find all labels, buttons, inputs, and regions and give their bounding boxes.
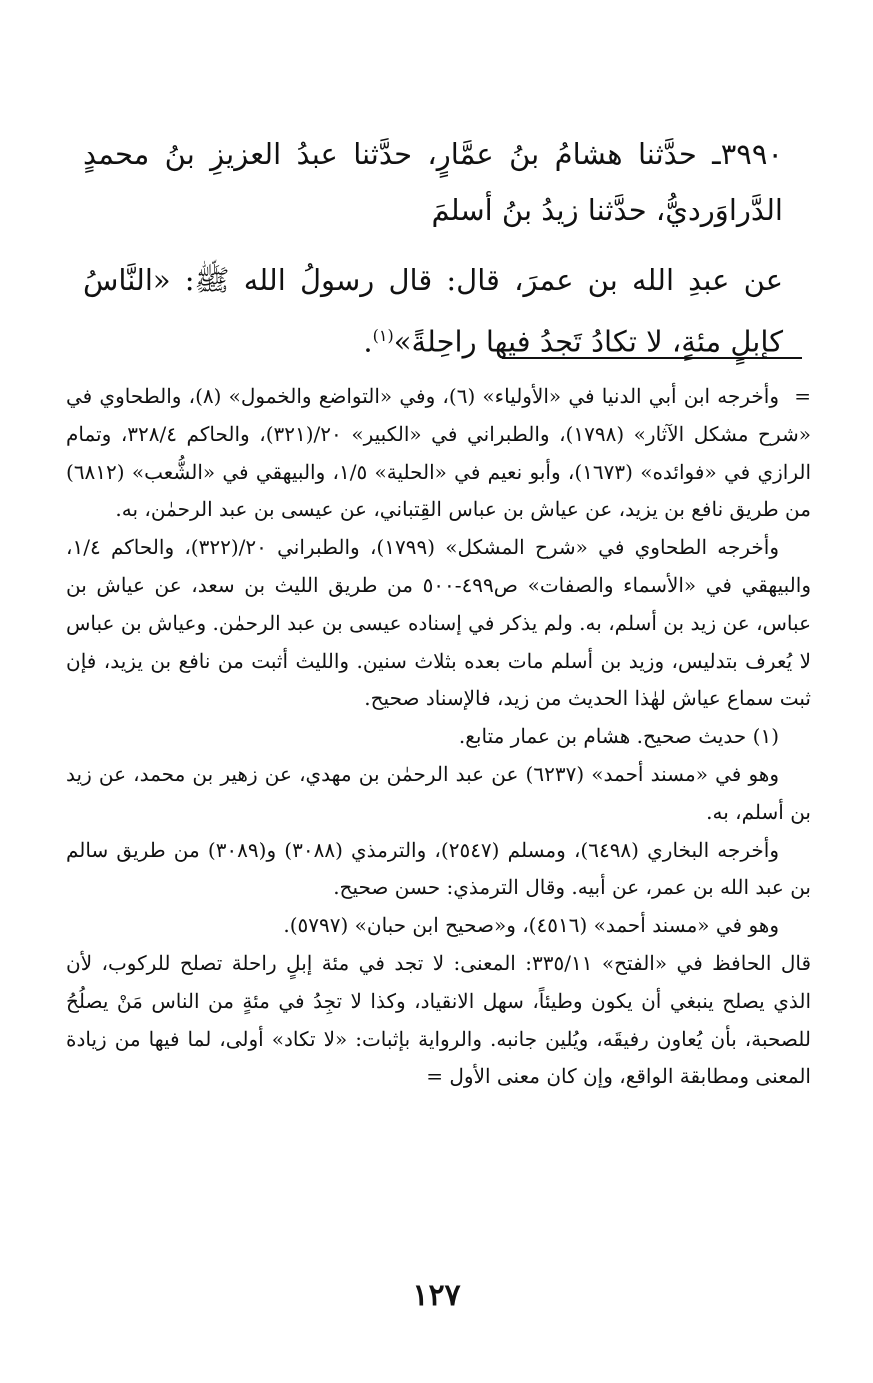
footnote-paragraph: وهو في «مسند أحمد» (٤٥١٦)، و«صحيح ابن حبان» (٥٧٩٧). [283, 913, 779, 938]
hadith-matn: عن عبدِ الله بن عمرَ، قال: قال رسولُ الله ﷺ: «النَّاسُ كإبلٍ مئةٍ، لا تكادُ تَجدُ فيها راحِلةً» [83, 263, 783, 359]
hadith-block [83, 126, 783, 370]
page-number: ١٢٧ [412, 1278, 461, 1313]
footnote-paragraph: وأخرجه الطحاوي في «شرح المشكل» (١٧٩٩)، والطبراني ٢٠/(٣٢٢)، والحاكم ١/٤، والبيهقي في «الأسماء والصفات» ص٤٩٩-٥٠٠ من طريق الليث بن سعد، عن عياش بن عباس، عن زيد بن أسلم، به. ولم يذكر في إسناده عيسى بن عبد الرحمٰن. وعياش بن عباس لا يُعرف بتدليس، وزيد بن أسلم مات بعده بثلاث سنين. والليث أثبت من نافع بن يزيد، فإن ثبت سماع عياش لهٰذا الحديث من زيد، فالإسناد صحيح. [66, 535, 811, 711]
footnote-reference: (١) [372, 326, 394, 345]
hadith-end-mark: . [363, 324, 373, 359]
footnote-paragraph: قال الحافظ في «الفتح» ٣٣٥/١١: المعنى: لا تجد في مئة إبلٍ راحلة تصلح للركوب، لأن الذي يصلح ينبغي أن يكون وطيئاً، سهل الانقياد، وكذا لا تجِدُ في مئةٍ من الناس مَنْ يصلُحُ للصحبة، بأن يُعاون رفيقَه، ويُلين جانبه. والرواية بإثبات: «لا تكاد» أولى، لما فيها من زيادة المعنى ومطابقة الواقع، وإن كان معنى الأول = [66, 950, 812, 1089]
footnote-paragraph: (١) حديث صحيح. هشام بن عمار متابع. [458, 724, 779, 749]
hadith-isnad: ٣٩٩٠ـ حدَّثنا هشامُ بنُ عمَّارٍ، حدَّثنا عبدُ العزيزِ بنُ محمدٍ الدَّراوَرديُّ، حدَّثنا زيدُ بنُ أسلمَ [83, 137, 783, 227]
footnote-continuation-mark: = [794, 384, 811, 408]
footnote-paragraph: وأخرجه البخاري (٦٤٩٨)، ومسلم (٢٥٤٧)، والترمذي (٣٠٨٨) و(٣٠٨٩) من طريق سالم بن عبد الله بن عمر، عن أبيه. وقال الترمذي: حسن صحيح. [66, 837, 811, 900]
footnote-paragraph: وهو في «مسند أحمد» (٦٢٣٧) عن عبد الرحمٰن بن مهدي، عن زهير بن محمد، عن زيد بن أسلم، به. [66, 761, 811, 824]
footnote-paragraph: وأخرجه ابن أبي الدنيا في «الأولياء» (٦)، وفي «التواضع والخمول» (٨)، والطحاوي في «شرح مشكل الآثار» (١٧٩٨)، والطبراني في «الكبير» ٢٠/(٣٢١)، والحاكم ٣٢٨/٤، وتمام الرازي في «فوائده» (١٦٧٣)، وأبو نعيم في «الحلية» ١/٥، والبيهقي في «الشُّعب» (٦٨١٢) من طريق نافع بن يزيد، عن عياش بن عباس القِتباني، عن عيسى بن عبد الرحمٰن، به. [66, 384, 812, 522]
hadith-matn-paragraph [83, 252, 783, 370]
footnote-separator [502, 357, 802, 359]
footnotes-block [66, 378, 811, 1096]
